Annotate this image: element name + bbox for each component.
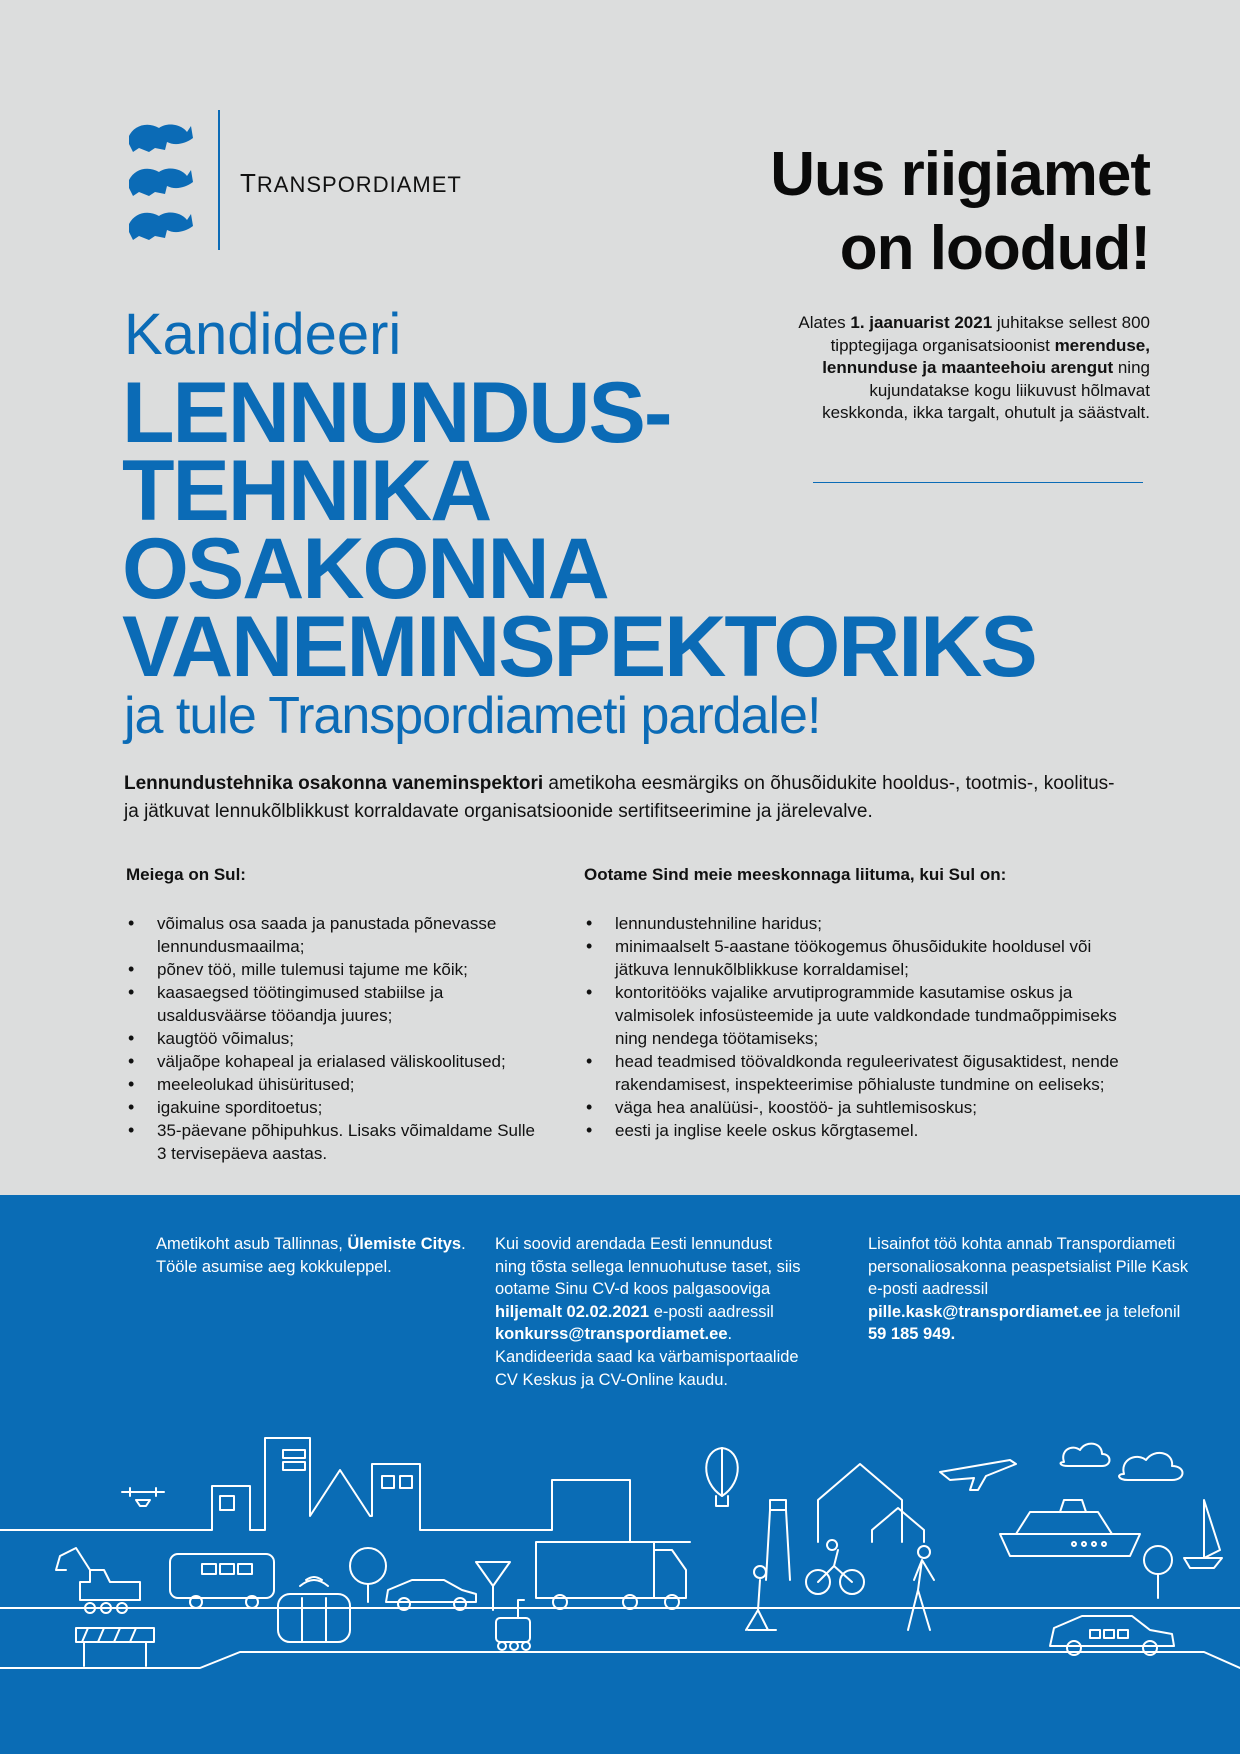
org-name-first-letter: T [240,168,257,198]
offer-list [126,912,536,1165]
list-item: • väljaõpe kohapeal ja erialased väliskoolitused; [126,1050,536,1073]
footer-text: ja telefonil [1101,1302,1181,1321]
footer-phone: 59 185 949. [868,1325,956,1344]
footer-text: Lisainfot töö kohta annab Transpordiameti personaliosakonna peaspetsialist Pille Kask e-posti aadressil [868,1235,1189,1299]
list-item: • minimaalselt 5-aastane töökogemus õhusõidukite hooldusel või jätkuva lennukõlblikkuse korraldamisel; [584,935,1124,981]
list-item: • põnev töö, mille tulemusi tajume me kõik; [126,958,536,981]
job-title-line: VANEMINSPEKTORIKS [122,599,1036,695]
list-item: • kaugtöö võimalus; [126,1027,536,1050]
intro-part: ning kujundatakse kogu liikuvust hõlmavat keskkonda, ikka targalt, ohutult ja säästvalt. [822,358,1150,422]
job-title-line: LENNUNDUS- [122,365,671,461]
headline [770,138,1150,286]
job-subtitle: ja tule Transpordiameti pardale! [124,687,821,745]
list-item: • lennundustehniline haridus; [584,912,1124,935]
footer-apply [495,1233,805,1391]
footer-text: e-posti aadressil [649,1302,774,1321]
footer-text: Ametikoht asub Tallinnas, [156,1235,348,1253]
offer-heading: Meiega on Sul: [126,865,246,884]
footer-contact-email-link[interactable]: pille.kask@transpordiamet.ee [868,1302,1102,1321]
list-item: • eesti ja inglise keele oskus kõrgtasemel. [584,1119,1124,1142]
job-title-line: OSAKONNA [122,521,608,617]
footer-contact [868,1233,1198,1346]
city-illustration [0,1430,1240,1670]
kandideeri-label: Kandideeri [124,302,402,367]
headline-line-2: on loodud! [839,214,1150,283]
list-item: • kaasaegsed töötingimused stabiilse ja usaldusväärse tööandja juures; [126,981,536,1027]
job-description-bold: Lennundustehnika osakonna vaneminspektori [124,773,544,794]
org-name-rest: RANSPORDIAMET [256,172,462,197]
footer-text: . Kandideerida saad ka värbamisportaalide CV Keskus ja CV-Online kaudu. [495,1325,799,1389]
footer-location-name: Ülemiste Citys [347,1235,462,1253]
list-item: • meeleolukad ühisüritused; [126,1073,536,1096]
intro-part: juhitakse sellest 800 tipptegijaga organisatsioonist [830,313,1150,355]
intro-fields: merenduse, lennunduse ja maanteehoiu arengut [822,335,1150,377]
logo-divider [218,110,220,250]
footer-location [156,1233,466,1278]
requirements-heading: Ootame Sind meie meeskonnaga liituma, kui Sul on: [584,865,1007,884]
footer-text: Kui soovid arendada Eesti lennundust ning tõsta sellega lennuohutuse taset, siis ootame Sinu CV-d koos palgasooviga [495,1235,801,1299]
footer-apply-email-link[interactable]: konkurss@transpordiamet.ee [495,1325,728,1344]
requirements-list [584,912,1124,1142]
intro-date: 1. jaanuarist 2021 [850,313,993,332]
list-item: • võimalus osa saada ja panustada põnevasse lennundusmaailma; [126,912,536,958]
job-description [124,770,1124,826]
list-item: • väga hea analüüsi-, koostöö- ja suhtlemisoskus; [584,1096,1124,1119]
list-item: • 35-päevane põhipuhkus. Lisaks võimaldame Sulle 3 tervisepäeva aastas. [126,1119,536,1165]
list-item: • igakuine sporditoetus; [126,1096,536,1119]
footer [0,1195,1240,1754]
job-description-rest: ametikoha eesmärgiks on õhusõidukite hooldus-, tootmis-, koolitus- ja jätkuvat lennukõlblikkust korraldavate organisatsioonide sertifitseerimine ja järelevalve. [124,773,1115,822]
footer-text: . Tööle asumise aeg kokkuleppel. [156,1235,466,1276]
headline-line-1: Uus riigiamet [770,140,1150,209]
list-item: • head teadmised töövaldkonda reguleerivatest õigusaktidest, nende rakendamisest, inspekteerimise põhialuste tundmine on eeliseks; [584,1050,1124,1096]
footer-deadline: hiljemalt 02.02.2021 [495,1302,650,1321]
list-item: • kontoritööks vajalike arvutiprogrammide kasutamise oskus ja valmisolek infosüsteemide ja uute valdkondade tundmaõppimiseks ning nendega töötamiseks; [584,981,1124,1050]
job-title-line: TEHNIKA [122,443,491,539]
intro-part: Alates [798,313,851,332]
org-name [240,168,462,199]
